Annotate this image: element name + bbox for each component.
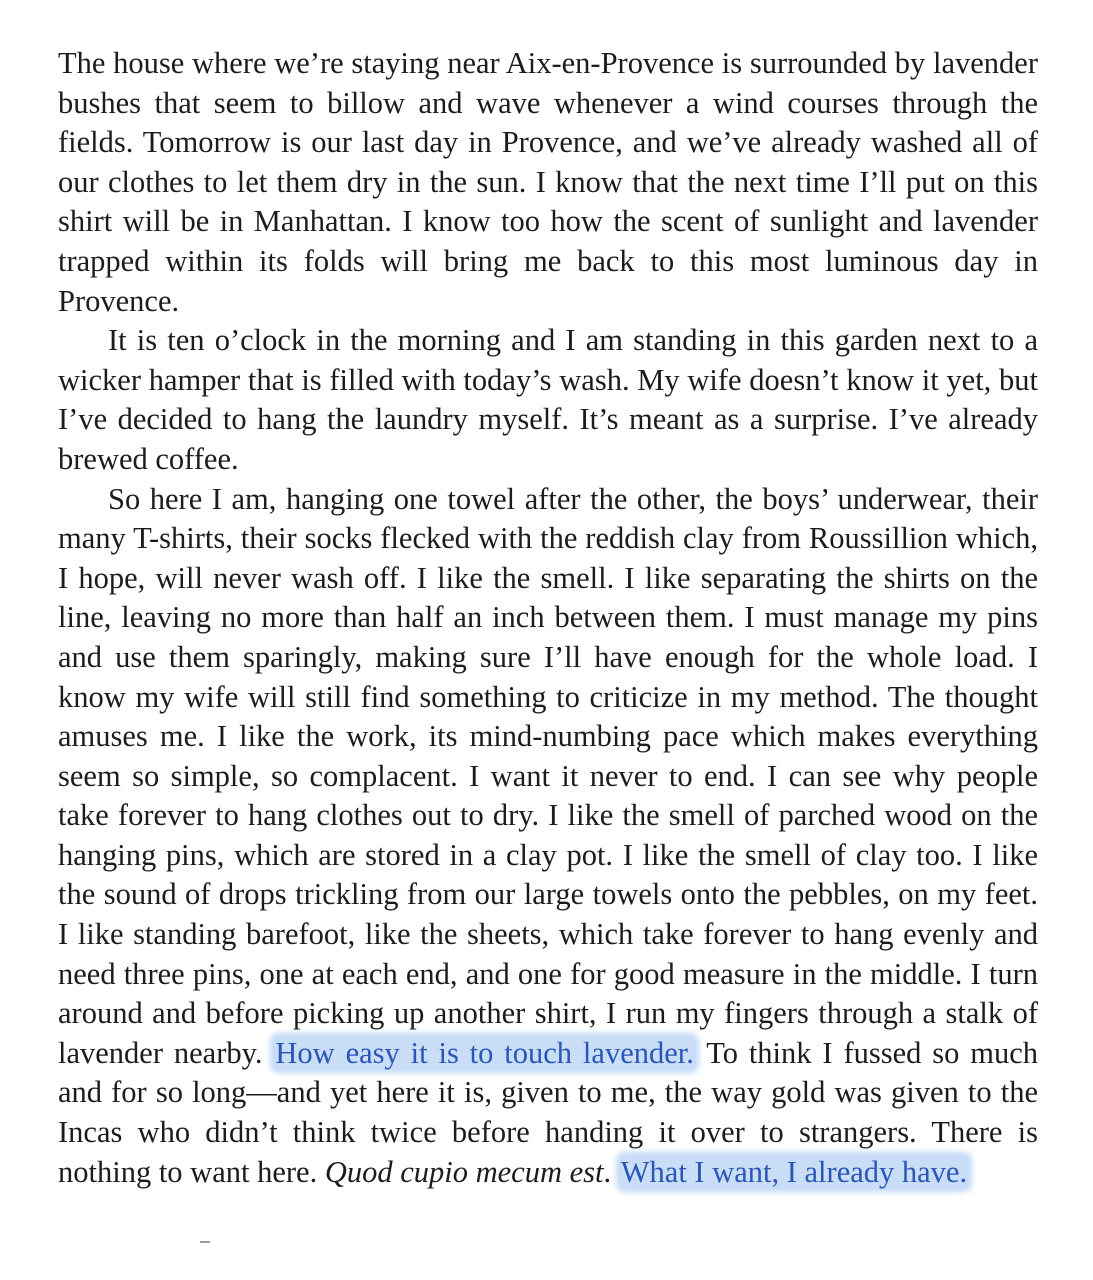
paragraph-3-text-a: So here I am, hanging one towel after the other, the boys’ underwear, their many T-shirts, their socks flecked with the reddish clay from Roussillion which, I hope, will never wash off. I like the smell. I like separating the shirts on the line, leaving no more than half an inch between them. I must manage my pins and use them sparingly, making sure I’ll have enough for the whole load. I know my wife will still find something to criticize in my method. The thought amuses me. I like the work, its mind-numbing pace which makes everything seem so simple, so complacent. I want it never to end. I can see why people take forever to hang clothes out to dry. I like the smell of parched wood on the hanging pins, which are stored in a clay pot. I like the smell of clay too. I like the sound of drops trickling from our large towels onto the pebbles, on my feet. I like standing barefoot, like the sheets, which take forever to hang evenly and need three pins, one at each end, and one for good measure in the middle. I turn around and before picking up another shirt, I run my fingers through a stalk of lavender nearby. — [58, 481, 1038, 1070]
book-page — [58, 44, 1038, 1192]
latin-period: . — [603, 1154, 612, 1189]
paragraph-1: The house where we’re staying near Aix-en-Provence is surrounded by lavender bushes that seem to billow and wave whenever a wind courses through the fields. Tomorrow is our last day in Provence, and we’ve already washed all of our clothes to let them dry in the sun. I know that the next time I’ll put on this shirt will be in Manhattan. I know too how the scent of sunlight and lavender trapped within its folds will bring me back to this most luminous day in Provence. — [58, 46, 1038, 318]
highlight-how-easy[interactable]: How easy it is to touch lavender. — [275, 1035, 694, 1070]
paragraph-2: It is ten o’clock in the morning and I am standing in this garden next to a wicker hamper that is filled with today’s wash. My wife doesn’t know it yet, but I’ve decided to hang the laundry myself. It’s meant as a surprise. I’ve already brewed coffee. — [58, 323, 1038, 476]
paragraph-3-text-b: To think I fussed so much and for so long—and yet here it is, given to me, the way gold was given to the Incas who didn’t think twice before handing it over to strangers. There is nothing to want here. — [58, 1035, 1039, 1189]
highlight-what-i-want[interactable]: What I want, I already have. — [620, 1154, 968, 1189]
paragraph-3 — [58, 480, 1038, 1193]
page-edge-mark — [200, 1241, 210, 1243]
latin-phrase: Quod cupio mecum est — [324, 1154, 604, 1189]
